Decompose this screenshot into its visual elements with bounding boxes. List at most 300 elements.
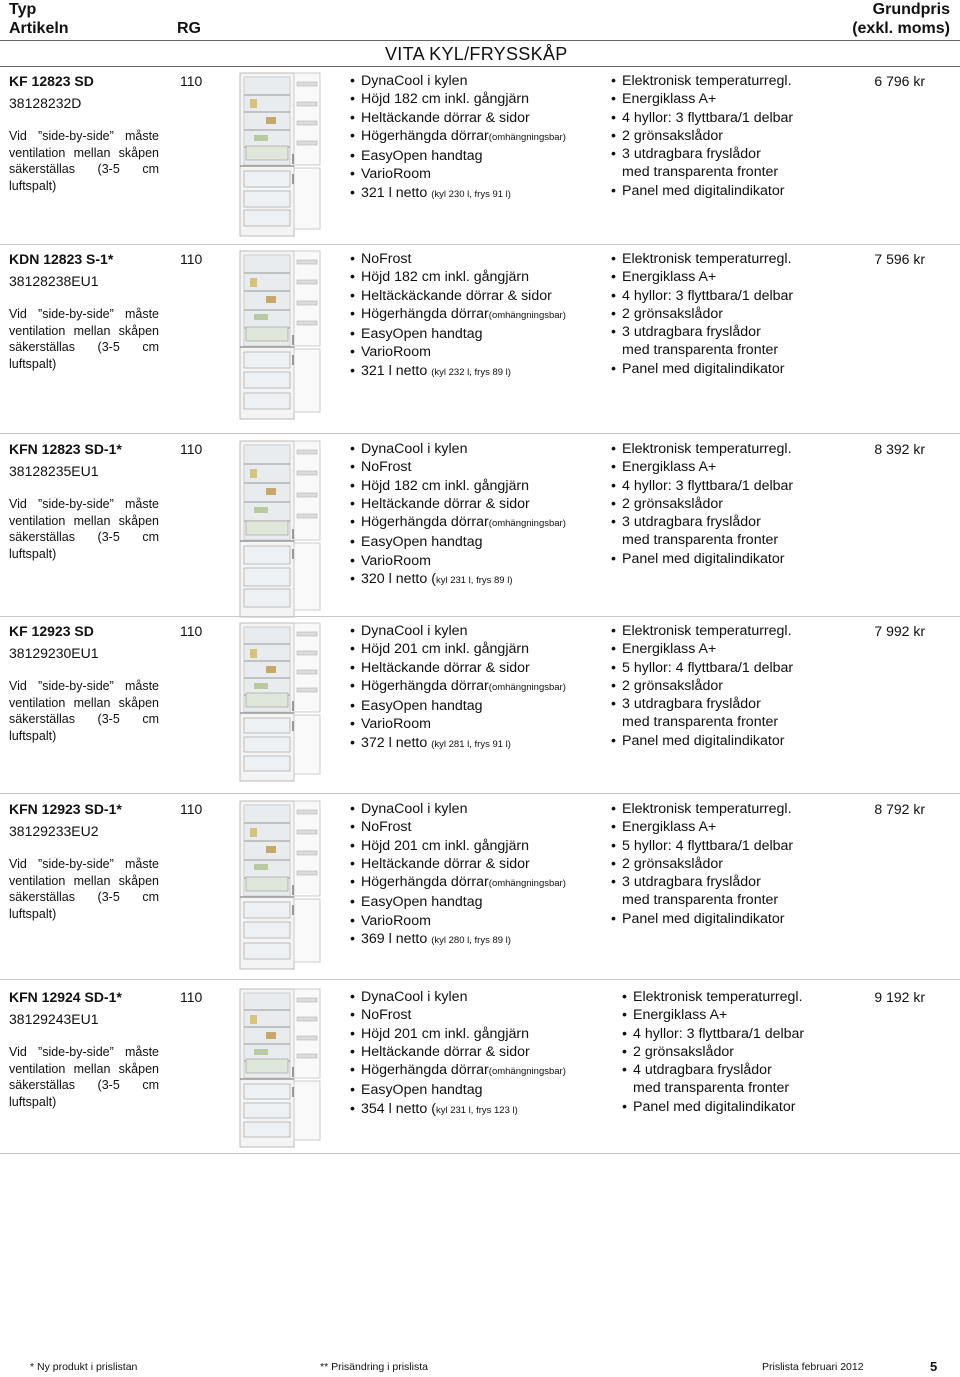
spec-text: Elektronisk temperaturregl. [622,801,792,817]
spec-text: 2 grönsakslådor [622,495,723,512]
spec-text: Panel med digitalindikator [622,182,785,199]
feature-text: DynaCool i kylen [361,623,468,639]
feature-text: DynaCool i kylen [361,989,468,1005]
spec-item [611,640,793,658]
bullet-icon: • [611,514,616,531]
feature-item [350,305,566,325]
product-rg: 110 [180,623,203,639]
bullet-icon: • [350,623,355,639]
bullet-icon: • [622,1007,627,1024]
bullet-icon: • [611,251,616,267]
product-model: KFN 12823 SD-1* [9,441,122,457]
product-model: KF 12923 SD [9,623,94,639]
bullet-icon: • [350,305,355,322]
feature-text: EasyOpen handtag [361,894,483,911]
spec-text: Elektronisk temperaturregl. [622,441,792,457]
bullet-icon: • [611,837,616,854]
feature-text: Höjd 182 cm inkl. gångjärn [361,477,529,494]
feature-item [350,458,566,476]
feature-text: Heltäckande dörrar & sidor [361,659,530,676]
feature-text: 369 l netto [361,931,432,948]
spec-item [611,659,793,677]
product-article-number: 38128232D [9,95,82,111]
feature-detail: (kyl 230 l, frys 91 l) [431,188,511,200]
spec-text: 3 utdragbara fryslådor [622,324,761,341]
product-note: Vid ”side-by-side” måste ventilation mellan skåpen säkerställas (3-5 cm luftspalt) [9,679,159,743]
spec-item [611,732,793,750]
bullet-icon: • [350,344,355,361]
feature-item [350,893,566,911]
spec-text: Panel med digitalindikator [622,360,785,377]
page-number: 5 [930,1359,938,1374]
spec-item [611,163,793,181]
spec-text: med transparenta fronter [622,714,779,731]
spec-item [622,1006,804,1024]
product-price: 7 596 kr [874,251,925,267]
spec-item [611,855,793,873]
section-divider [0,66,960,67]
row-divider [0,793,960,794]
feature-item [350,513,566,533]
bullet-icon: • [350,734,355,751]
bullet-icon: • [350,269,355,286]
bullet-icon: • [350,495,355,512]
bullet-icon: • [350,514,355,531]
feature-item [350,818,566,836]
spec-item [611,513,793,531]
feature-item [350,715,566,733]
feature-text: VarioRoom [361,344,431,361]
spec-text: 4 hyllor: 3 flyttbara/1 delbar [622,109,794,126]
bullet-icon: • [611,324,616,341]
feature-item [350,127,566,147]
spec-text: 4 utdragbara fryslådor [633,1062,772,1079]
footer-price-change: ** Prisändring i prislista [320,1361,428,1373]
bullet-icon: • [350,441,355,457]
spec-text: 2 grönsakslådor [622,677,723,694]
bullet-icon: • [611,659,616,676]
product-article-number: 38128238EU1 [9,273,99,289]
product-article-number: 38129233EU2 [9,823,99,839]
feature-text: Höjd 201 cm inkl. gångjärn [361,837,529,854]
feature-text: EasyOpen handtag [361,1082,483,1099]
feature-item [350,165,566,183]
feature-text: Höjd 182 cm inkl. gångjärn [361,269,529,286]
bullet-icon: • [611,91,616,108]
feature-item [350,1100,566,1120]
feature-item [350,287,566,305]
product-note: Vid ”side-by-side” måste ventilation mellan skåpen säkerställas (3-5 cm luftspalt) [9,129,159,193]
spec-item [611,305,793,323]
bullet-icon: • [350,1100,355,1117]
feature-text: EasyOpen handtag [361,326,483,343]
feature-text: NoFrost [361,251,412,267]
feature-item [350,988,566,1006]
feature-text: Högerhängda dörrar [361,305,489,322]
row-divider [0,616,960,617]
header-exkl-moms: (exkl. moms) [852,20,950,37]
feature-item [350,912,566,930]
bullet-icon: • [611,459,616,476]
bullet-icon: • [350,362,355,379]
feature-detail: (omhängningsbar) [488,681,566,693]
footer-new-product: * Ny produkt i prislistan [30,1361,138,1373]
spec-item [611,550,793,568]
feature-item [350,1043,566,1061]
spec-item [611,695,793,713]
spec-text: Energiklass A+ [622,269,717,286]
spec-item [611,182,793,200]
feature-item [350,147,566,165]
bullet-icon: • [611,874,616,891]
spec-text: Panel med digitalindikator [622,732,785,749]
bullet-icon: • [350,659,355,676]
feature-text: 320 l netto ( [361,571,436,588]
feature-text: Högerhängda dörrar [361,677,489,694]
feature-text: Heltäckande dörrar & sidor [361,855,530,872]
spec-item [611,910,793,928]
spec-item [611,677,793,695]
feature-item [350,734,566,754]
product-model: KFN 12924 SD-1* [9,989,122,1005]
bullet-icon: • [611,495,616,512]
feature-text: 372 l netto [361,734,432,751]
feature-item [350,268,566,286]
feature-item [350,109,566,127]
feature-item [350,250,566,268]
feature-text: 321 l netto [361,362,432,379]
header-rg: RG [177,20,201,37]
product-note: Vid ”side-by-side” måste ventilation mellan skåpen säkerställas (3-5 cm luftspalt) [9,1045,159,1109]
spec-item [611,72,793,90]
spec-text: Panel med digitalindikator [622,550,785,567]
feature-list [350,250,566,382]
spec-text: 5 hyllor: 4 flyttbara/1 delbar [622,837,794,854]
feature-item [350,677,566,697]
feature-text: Heltäckande dörrar & sidor [361,495,530,512]
bullet-icon: • [350,459,355,476]
spec-text: 4 hyllor: 3 flyttbara/1 delbar [622,287,794,304]
bullet-icon: • [350,127,355,144]
fridge-freezer-icon [232,250,328,425]
bullet-icon: • [611,287,616,304]
bullet-icon: • [350,989,355,1005]
feature-item [350,440,566,458]
bullet-icon: • [350,912,355,929]
feature-detail: (omhängningsbar) [488,518,566,530]
bullet-icon: • [350,855,355,872]
feature-item [350,1061,566,1081]
feature-item [350,325,566,343]
spec-text: Energiklass A+ [622,819,717,836]
feature-item [350,362,566,382]
spec-text: med transparenta fronter [622,892,779,909]
spec-list [611,800,793,928]
spec-list [611,72,793,200]
spec-text: 3 utdragbara fryslådor [622,146,761,163]
spec-text: Energiklass A+ [622,641,717,658]
spec-item [611,818,793,836]
spec-text: 5 hyllor: 4 flyttbara/1 delbar [622,659,794,676]
feature-text: 354 l netto ( [361,1100,436,1117]
spec-text: Panel med digitalindikator [622,910,785,927]
spec-item [622,1098,804,1116]
spec-item [622,1061,804,1079]
bullet-icon: • [622,1025,627,1042]
feature-item [350,184,566,204]
feature-detail: (omhängningsbar) [488,1066,566,1078]
bullet-icon: • [350,571,355,588]
bullet-icon: • [611,477,616,494]
bullet-icon: • [611,819,616,836]
product-rg: 110 [180,251,203,267]
feature-item [350,90,566,108]
footer-pricelist: Prislista februari 2012 [762,1361,864,1373]
bullet-icon: • [350,326,355,343]
feature-text: Heltäckande dörrar & sidor [361,109,530,126]
bullet-icon: • [350,819,355,836]
bullet-icon: • [611,109,616,126]
bullet-icon: • [350,109,355,126]
bullet-icon: • [350,837,355,854]
bullet-icon: • [350,677,355,694]
feature-detail: (kyl 232 l, frys 89 l) [431,366,511,378]
feature-text: Höjd 201 cm inkl. gångjärn [361,641,529,658]
bullet-icon: • [611,441,616,457]
bullet-icon: • [350,1025,355,1042]
product-rg: 110 [180,801,203,817]
product-model: KDN 12823 S-1* [9,251,114,267]
spec-text: 3 utdragbara fryslådor [622,696,761,713]
spec-item [611,458,793,476]
feature-list [350,800,566,950]
bullet-icon: • [622,989,627,1005]
feature-item [350,72,566,90]
bullet-icon: • [611,305,616,322]
spec-text: Panel med digitalindikator [633,1098,796,1115]
spec-item [611,873,793,891]
spec-item [611,891,793,909]
product-price: 8 792 kr [874,801,925,817]
feature-item [350,1006,566,1024]
bullet-icon: • [622,1098,627,1115]
spec-text: 3 utdragbara fryslådor [622,514,761,531]
section-title: VITA KYL/FRYSSKÅP [385,44,568,64]
bullet-icon: • [350,184,355,201]
feature-text: Högerhängda dörrar [361,1062,489,1079]
bullet-icon: • [611,360,616,377]
feature-item [350,873,566,893]
feature-item [350,1025,566,1043]
bullet-icon: • [350,166,355,183]
feature-text: DynaCool i kylen [361,801,468,817]
spec-text: 2 grönsakslådor [622,305,723,322]
bullet-icon: • [611,696,616,713]
product-price: 7 992 kr [874,623,925,639]
fridge-freezer-icon [232,622,328,787]
bullet-icon: • [350,148,355,165]
fridge-freezer-icon [232,800,328,975]
feature-text: VarioRoom [361,716,431,733]
bullet-icon: • [350,1062,355,1079]
spec-item [611,145,793,163]
feature-item [350,495,566,513]
fridge-freezer-icon [232,988,328,1153]
spec-item [611,531,793,549]
feature-text: DynaCool i kylen [361,73,468,89]
feature-item [350,855,566,873]
feature-text: Höjd 182 cm inkl. gångjärn [361,91,529,108]
spec-item [611,323,793,341]
feature-item [350,697,566,715]
bullet-icon: • [350,716,355,733]
spec-item [622,1079,804,1097]
bullet-icon: • [611,550,616,567]
bullet-icon: • [611,73,616,89]
feature-detail: (omhängningsbar) [488,131,566,143]
feature-item [350,622,566,640]
feature-item [350,930,566,950]
bullet-icon: • [611,146,616,163]
bullet-icon: • [350,1043,355,1060]
feature-text: Högerhängda dörrar [361,514,489,531]
fridge-freezer-icon [232,440,328,623]
bullet-icon: • [350,552,355,569]
feature-text: DynaCool i kylen [361,441,468,457]
bullet-icon: • [611,801,616,817]
product-note: Vid ”side-by-side” måste ventilation mellan skåpen säkerställas (3-5 cm luftspalt) [9,497,159,561]
feature-text: NoFrost [361,459,412,476]
row-divider [0,1153,960,1154]
row-divider [0,244,960,245]
product-article-number: 38129230EU1 [9,645,99,661]
spec-item [611,268,793,286]
bullet-icon: • [611,623,616,639]
product-price: 8 392 kr [874,441,925,457]
spec-text: med transparenta fronter [622,532,779,549]
spec-text: Energiklass A+ [633,1007,728,1024]
spec-item [611,477,793,495]
feature-list [350,622,566,754]
product-article-number: 38129243EU1 [9,1011,99,1027]
bullet-icon: • [350,1082,355,1099]
bullet-icon: • [350,874,355,891]
spec-text: med transparenta fronter [622,164,779,181]
feature-text: NoFrost [361,1007,412,1024]
feature-text: Heltäckande dörrar & sidor [361,1043,530,1060]
feature-text: NoFrost [361,819,412,836]
feature-list [350,440,566,590]
bullet-icon: • [611,732,616,749]
feature-item [350,533,566,551]
product-article-number: 38128235EU1 [9,463,99,479]
bullet-icon: • [611,641,616,658]
feature-text: VarioRoom [361,912,431,929]
feature-item [350,1081,566,1099]
bullet-icon: • [350,534,355,551]
spec-text: Elektronisk temperaturregl. [622,623,792,639]
spec-item [611,250,793,268]
spec-text: 3 utdragbara fryslådor [622,874,761,891]
spec-text: med transparenta fronter [622,342,779,359]
spec-text: Elektronisk temperaturregl. [633,989,803,1005]
spec-list [622,988,804,1116]
spec-item [611,800,793,818]
feature-text: Högerhängda dörrar [361,127,489,144]
bullet-icon: • [611,269,616,286]
feature-detail: kyl 231 l, frys 123 l) [435,1104,518,1116]
bullet-icon: • [611,182,616,199]
feature-text: EasyOpen handtag [361,698,483,715]
spec-text: 2 grönsakslådor [633,1043,734,1060]
spec-item [622,988,804,1006]
bullet-icon: • [350,73,355,89]
spec-item [611,287,793,305]
spec-item [622,1025,804,1043]
spec-text: Energiklass A+ [622,459,717,476]
feature-item [350,343,566,361]
product-price: 9 192 kr [874,989,925,1005]
header-grundpris: Grundpris [872,1,950,18]
bullet-icon: • [350,894,355,911]
bullet-icon: • [350,477,355,494]
bullet-icon: • [611,677,616,694]
spec-item [611,90,793,108]
product-model: KF 12823 SD [9,73,94,89]
row-divider [0,979,960,980]
feature-text: VarioRoom [361,552,431,569]
product-price: 6 796 kr [874,73,925,89]
spec-text: med transparenta fronter [633,1080,790,1097]
spec-item [611,495,793,513]
bullet-icon: • [350,801,355,817]
feature-item [350,477,566,495]
feature-item [350,837,566,855]
header-artikeln: Artikeln [9,20,69,37]
product-note: Vid ”side-by-side” måste ventilation mellan skåpen säkerställas (3-5 cm luftspalt) [9,857,159,921]
feature-text: Höjd 201 cm inkl. gångjärn [361,1025,529,1042]
feature-item [350,570,566,590]
spec-item [611,360,793,378]
bullet-icon: • [622,1062,627,1079]
feature-detail: kyl 231 l, frys 89 l) [435,575,513,587]
fridge-freezer-icon [232,72,328,242]
spec-text: 2 grönsakslådor [622,855,723,872]
feature-text: EasyOpen handtag [361,534,483,551]
header-typ: Typ [9,1,37,18]
bullet-icon: • [611,127,616,144]
spec-item [622,1043,804,1061]
bullet-icon: • [611,855,616,872]
spec-item [611,713,793,731]
spec-item [611,341,793,359]
feature-detail: (kyl 280 l, frys 89 l) [431,935,511,947]
spec-item [611,622,793,640]
feature-item [350,800,566,818]
bullet-icon: • [350,287,355,304]
feature-detail: (kyl 281 l, frys 91 l) [431,738,511,750]
feature-list [350,72,566,204]
bullet-icon: • [350,251,355,267]
spec-list [611,250,793,378]
spec-text: Elektronisk temperaturregl. [622,251,792,267]
product-note: Vid ”side-by-side” måste ventilation mellan skåpen säkerställas (3-5 cm luftspalt) [9,307,159,371]
bullet-icon: • [350,698,355,715]
feature-list [350,988,566,1120]
bullet-icon: • [350,641,355,658]
bullet-icon: • [622,1043,627,1060]
bullet-icon: • [350,931,355,948]
